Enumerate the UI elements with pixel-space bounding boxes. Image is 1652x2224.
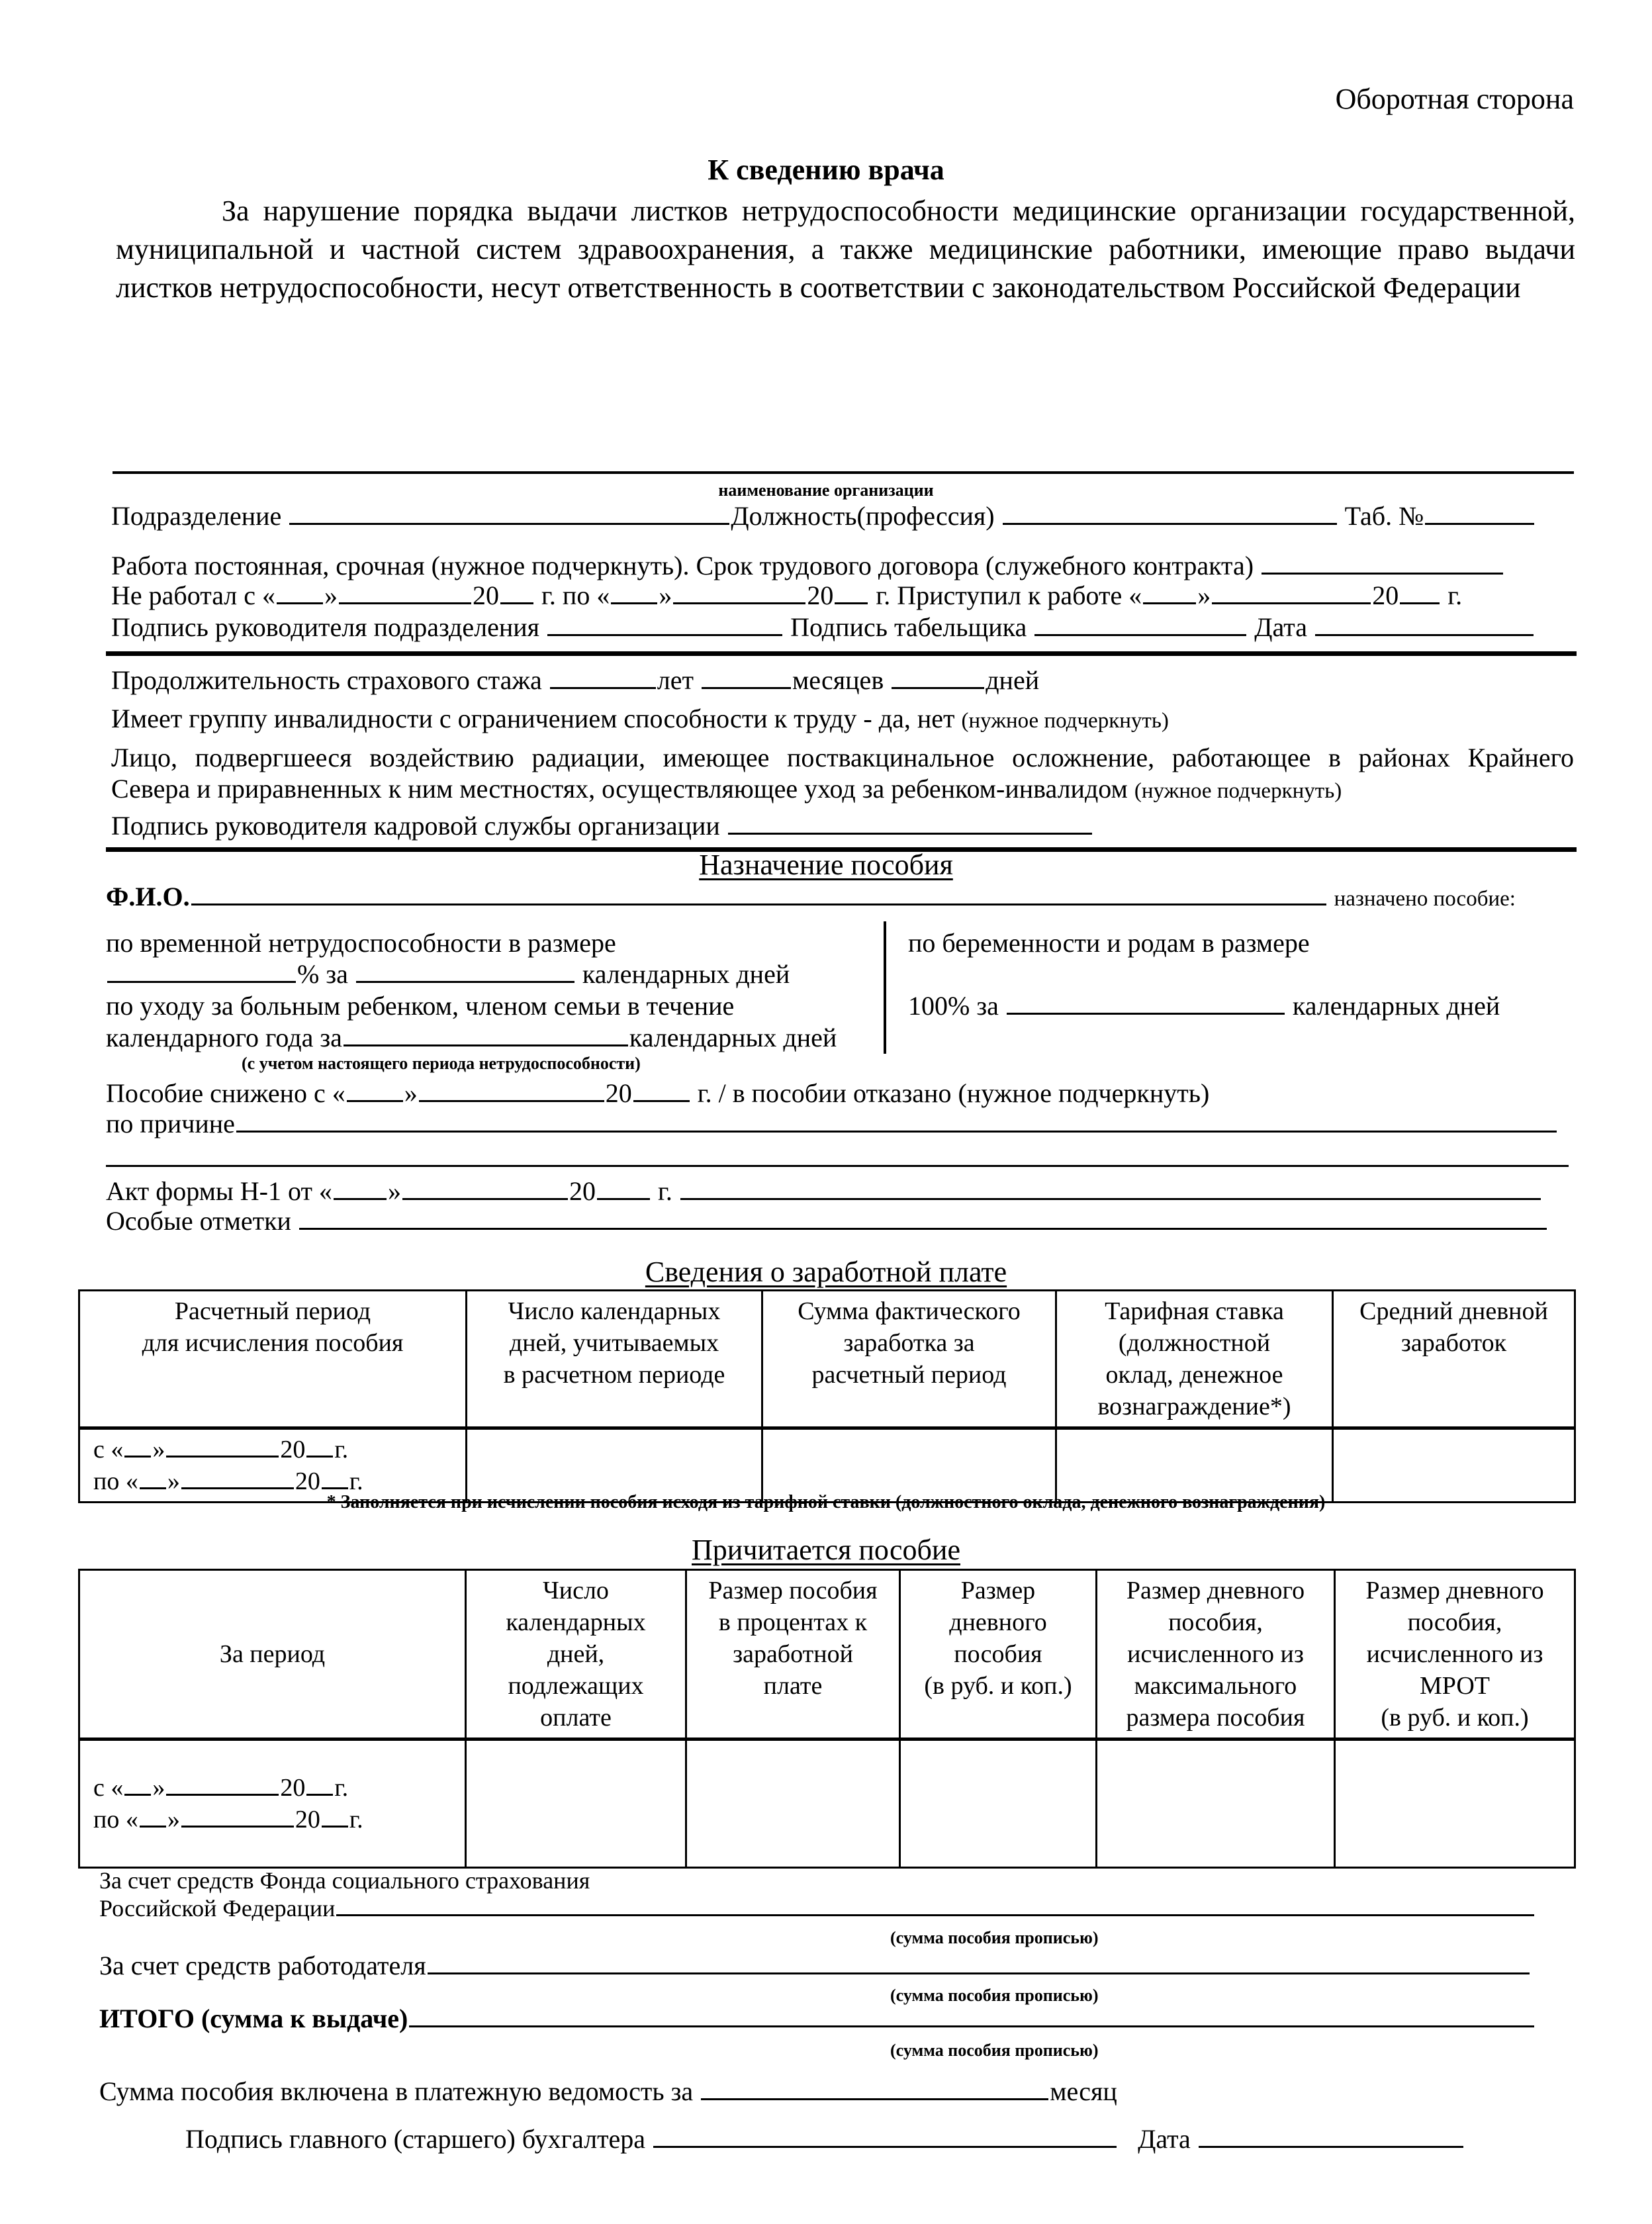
reduced-year-field[interactable] (633, 1100, 690, 1102)
not-worked-label: Не работал с « (111, 580, 276, 610)
hundred-percent-label: 100% за (908, 991, 999, 1021)
maternity-label: по беременности и родам в размере (908, 928, 1310, 958)
reduced-label: Пособие снижено с « (106, 1078, 345, 1108)
child-care-label: по уходу за больным ребенком, членом семьи в течение (106, 991, 735, 1021)
employer-funds-label: За счет средств работодателя (99, 1951, 426, 1980)
days-cell[interactable] (467, 1428, 762, 1503)
month-label: месяц (1050, 2076, 1117, 2106)
tab-number-label: Таб. № (1344, 501, 1424, 531)
tab-number-field[interactable] (1425, 523, 1534, 525)
child-care-days-field[interactable] (344, 1044, 628, 1046)
payroll-row (99, 2078, 1117, 2105)
quote: » (659, 580, 672, 610)
total-label-note: (сумма к выдаче) (201, 2004, 408, 2033)
disability-text[interactable]: Имеет группу инвалидности с ограничением способности к труду - да, нет (111, 704, 955, 733)
fio-label: Ф.И.О. (106, 882, 190, 911)
from-day-field[interactable] (124, 1456, 151, 1458)
days-label: дней (986, 665, 1040, 695)
payroll-label: Сумма пособия включена в платежную ведомость за (99, 2076, 694, 2106)
dept-head-signature-field[interactable] (547, 634, 782, 636)
col-period-header: Расчетный период для исчисления пособия (79, 1291, 467, 1428)
fss-row (99, 1896, 1536, 1920)
act-label: Акт формы Н-1 от « (106, 1176, 332, 1206)
reduced-row (106, 1080, 1209, 1107)
avg-daily-cell[interactable] (1333, 1428, 1575, 1503)
year-suffix: г. (1447, 580, 1463, 610)
salary-table-header (79, 1291, 1575, 1428)
employer-funds-field[interactable] (428, 1972, 1530, 1974)
fss-label-line2: Российской Федерации (99, 1895, 336, 1922)
position-field[interactable] (1003, 523, 1337, 525)
period-cell: с « » 20 г. по « » 20 г. (79, 1428, 467, 1503)
insurance-length-row (111, 667, 1039, 694)
fss-label-line1: За счет средств Фонда социального страхования (99, 1867, 590, 1894)
years-field[interactable] (550, 687, 656, 689)
to-day-field[interactable] (140, 1487, 166, 1489)
from-month-field[interactable] (166, 1794, 279, 1796)
to-label: г. по « (541, 580, 610, 610)
benefit-assignment-title: Назначение пособия (699, 849, 953, 881)
dept-head-signature-label: Подпись руководителя подразделения (111, 612, 540, 642)
accountant-signature-field[interactable] (653, 2146, 1117, 2148)
fio-field[interactable] (191, 904, 1326, 905)
reason-continuation-line[interactable] (106, 1165, 1569, 1167)
days-field[interactable] (892, 687, 984, 689)
special-marks-row (106, 1208, 1548, 1234)
daily-benefit-cell[interactable] (900, 1739, 1097, 1868)
earnings-cell[interactable] (762, 1428, 1056, 1503)
timekeeper-signature-label: Подпись табельщика (790, 612, 1027, 642)
department-field[interactable] (289, 523, 729, 525)
reduced-refused-options[interactable]: г. / в пособии отказано (нужное подчеркнуть) (697, 1078, 1210, 1108)
absent-from-month[interactable] (339, 602, 471, 604)
to-month-field[interactable] (181, 1487, 294, 1489)
salary-footnote: * Заполняется при исчислении пособия исходя из тарифной ставки (должностного оклада, денежного вознаграждения) (326, 1492, 1326, 1512)
department-label: Подразделение (111, 501, 282, 531)
act-month-field[interactable] (402, 1198, 568, 1200)
maternity-days-field[interactable] (1007, 1013, 1285, 1015)
assigned-label: назначено пособие: (1334, 887, 1516, 911)
col-mrot-benefit-header: Размер дневного пособия, исчисленного из МРОТ (в руб. и коп.) (1335, 1570, 1575, 1739)
col-avg-daily-header: Средний дневной заработок (1333, 1291, 1575, 1428)
employer-funds-row (99, 1953, 1531, 1979)
calendar-days-label: календарных дней (582, 959, 790, 989)
due-table-title: Причитается пособие (692, 1534, 960, 1566)
months-field[interactable] (702, 687, 791, 689)
special-marks-field[interactable] (299, 1228, 1547, 1230)
to-month-field[interactable] (181, 1826, 294, 1828)
act-row (106, 1178, 1542, 1205)
reason-field[interactable] (236, 1131, 1557, 1133)
percent-for-label: % за (297, 959, 348, 989)
temp-disability-label: по временной нетрудоспособности в размере (106, 928, 616, 958)
accountant-signature-label: Подпись главного (старшего) бухгалтера (185, 2124, 646, 2154)
tariff-cell[interactable] (1056, 1428, 1333, 1503)
from-year-field[interactable] (306, 1456, 333, 1458)
year-prefix: 20 (1372, 580, 1399, 610)
absent-from-day[interactable] (277, 602, 323, 604)
salary-table-title: Сведения о заработной плате (645, 1256, 1007, 1288)
quote: » (387, 1176, 401, 1206)
quote: » (324, 580, 338, 610)
percent-cell[interactable] (686, 1739, 900, 1868)
accountant-date-field[interactable] (1199, 2146, 1463, 2148)
special-status-line2 (111, 776, 1342, 802)
to-year-field[interactable] (322, 1487, 348, 1489)
max-benefit-cell[interactable] (1097, 1739, 1335, 1868)
temp-disability-percent-field[interactable] (107, 981, 296, 983)
year-prefix: 20 (807, 580, 834, 610)
maternity-row (908, 993, 1500, 1019)
insurance-length-label: Продолжительность страхового стажа (111, 665, 542, 695)
org-name-line[interactable] (113, 471, 1574, 474)
signatures-row (111, 614, 1535, 641)
from-day-field[interactable] (124, 1794, 151, 1796)
return-day[interactable] (1143, 602, 1196, 604)
col-earnings-header: Сумма фактического заработка за расчетный период (762, 1291, 1056, 1428)
temp-disability-row (106, 961, 790, 988)
quote: » (1197, 580, 1211, 610)
notice-paragraph (116, 192, 1575, 307)
hr-signature-row (111, 813, 1093, 839)
col-daily-benefit-header: Размер дневного пособия (в руб. и коп.) (900, 1570, 1097, 1739)
notice-title: К сведению врача (708, 154, 944, 186)
year-suffix: г. (657, 1176, 672, 1206)
calendar-days-label: календарных дней (1292, 991, 1500, 1021)
mrot-benefit-cell[interactable] (1335, 1739, 1575, 1868)
year-prefix: 20 (569, 1176, 596, 1206)
date-label: Дата (1138, 2124, 1191, 2154)
table-row (79, 1428, 1575, 1503)
reduced-day-field[interactable] (347, 1100, 403, 1102)
special-marks-label: Особые отметки (106, 1206, 291, 1236)
from-month-field[interactable] (166, 1456, 279, 1458)
underline-note: (нужное подчеркнуть) (961, 709, 1169, 733)
period-cell: с « » 20 г. по « » 20 г. (79, 1739, 466, 1868)
col-period-header: За период (79, 1570, 466, 1739)
date-field[interactable] (1315, 634, 1534, 636)
from-year-field[interactable] (306, 1794, 333, 1796)
section-divider (106, 651, 1577, 656)
disability-row (111, 706, 1169, 732)
work-type-row (111, 553, 1504, 579)
hr-head-signature-field[interactable] (728, 833, 1092, 835)
reason-row (106, 1111, 1558, 1137)
total-row (99, 2006, 1536, 2032)
amount-in-words-caption: (сумма пособия прописью) (890, 1928, 1099, 1947)
col-tariff-header: Тарифная ставка (должностной оклад, денежное вознаграждение*) (1056, 1291, 1333, 1428)
paid-days-cell[interactable] (466, 1739, 686, 1868)
work-type-text[interactable]: Работа постоянная, срочная (нужное подчеркнуть). Срок трудового договора (служебного контракта) (111, 551, 1254, 580)
due-table-header (79, 1570, 1575, 1739)
salary-table (78, 1289, 1576, 1503)
payroll-month-field[interactable] (701, 2098, 1048, 2100)
side-label: Оборотная сторона (1335, 83, 1574, 115)
to-day-field[interactable] (140, 1826, 166, 1828)
absence-row (111, 582, 1462, 609)
temp-disability-days-field[interactable] (356, 981, 574, 983)
year-prefix: 20 (605, 1078, 632, 1108)
absent-to-day[interactable] (611, 602, 657, 604)
underline-note: (нужное подчеркнуть) (1134, 779, 1342, 803)
return-month[interactable] (1212, 602, 1371, 604)
column-divider (884, 921, 886, 1054)
months-label: месяцев (792, 665, 884, 695)
org-name-caption: наименование организации (718, 481, 934, 500)
date-label: Дата (1254, 612, 1307, 642)
act-day-field[interactable] (334, 1198, 387, 1200)
year-prefix: 20 (473, 580, 500, 610)
total-label: ИТОГО (99, 2004, 195, 2033)
amount-in-words-caption: (сумма пособия прописью) (890, 2041, 1099, 2060)
reason-label: по причине (106, 1109, 235, 1138)
col-percent-header: Размер пособия в процентах к заработной плате (686, 1570, 900, 1739)
absent-to-year[interactable] (835, 602, 868, 604)
to-year-field[interactable] (322, 1826, 348, 1828)
act-extra-field[interactable] (680, 1198, 1541, 1200)
special-status-text[interactable]: Севера и приравненных к ним местностях, осуществляющее уход за ребенком-инвалидом (111, 774, 1128, 804)
absent-to-month[interactable] (673, 602, 805, 604)
accountant-signature-row (185, 2126, 1465, 2153)
calendar-year-label: календарного года за (106, 1023, 342, 1052)
col-paid-days-header: Число календарных дней, подлежащих оплате (466, 1570, 686, 1739)
col-days-header: Число календарных дней, учитываемых в расчетном периоде (467, 1291, 762, 1428)
department-row (111, 503, 1536, 530)
col-max-benefit-header: Размер дневного пособия, исчисленного из максимального размера пособия (1097, 1570, 1335, 1739)
return-year[interactable] (1400, 602, 1440, 604)
act-year-field[interactable] (597, 1198, 650, 1200)
amount-in-words-caption: (сумма пособия прописью) (890, 1986, 1099, 2005)
timekeeper-signature-field[interactable] (1034, 634, 1246, 636)
notice-text: За нарушение порядка выдачи листков нетрудоспособности медицинские организации государственной, муниципальной и частной систем здравоохранения, а также медицинские работники, имеющие право выдачи листков нетрудоспособности, несут ответственность в соответствии с законодательством Российской Федерации (116, 195, 1575, 304)
position-label: Должность(профессия) (731, 501, 995, 531)
absent-from-year[interactable] (500, 602, 533, 604)
table-row (79, 1739, 1575, 1868)
quote: » (404, 1078, 418, 1108)
child-care-row (106, 1025, 837, 1051)
due-table (78, 1569, 1576, 1869)
reduced-month-field[interactable] (419, 1100, 604, 1102)
fss-amount-field[interactable] (336, 1914, 1534, 1916)
return-label: г. Приступил к работе « (876, 580, 1142, 610)
special-status-line1[interactable]: Лицо, подвергшееся воздействию радиации, имеющее поствакцинальное осложнение, работающее в районах Крайнего (111, 743, 1574, 772)
child-care-note: (с учетом настоящего периода нетрудоспособности) (242, 1054, 641, 1073)
contract-term-field[interactable] (1262, 573, 1503, 575)
hr-head-signature-label: Подпись руководителя кадровой службы организации (111, 811, 720, 841)
total-field[interactable] (409, 2025, 1534, 2027)
calendar-days-label: календарных дней (629, 1023, 837, 1052)
fio-row (106, 884, 1516, 910)
years-label: лет (657, 665, 694, 695)
